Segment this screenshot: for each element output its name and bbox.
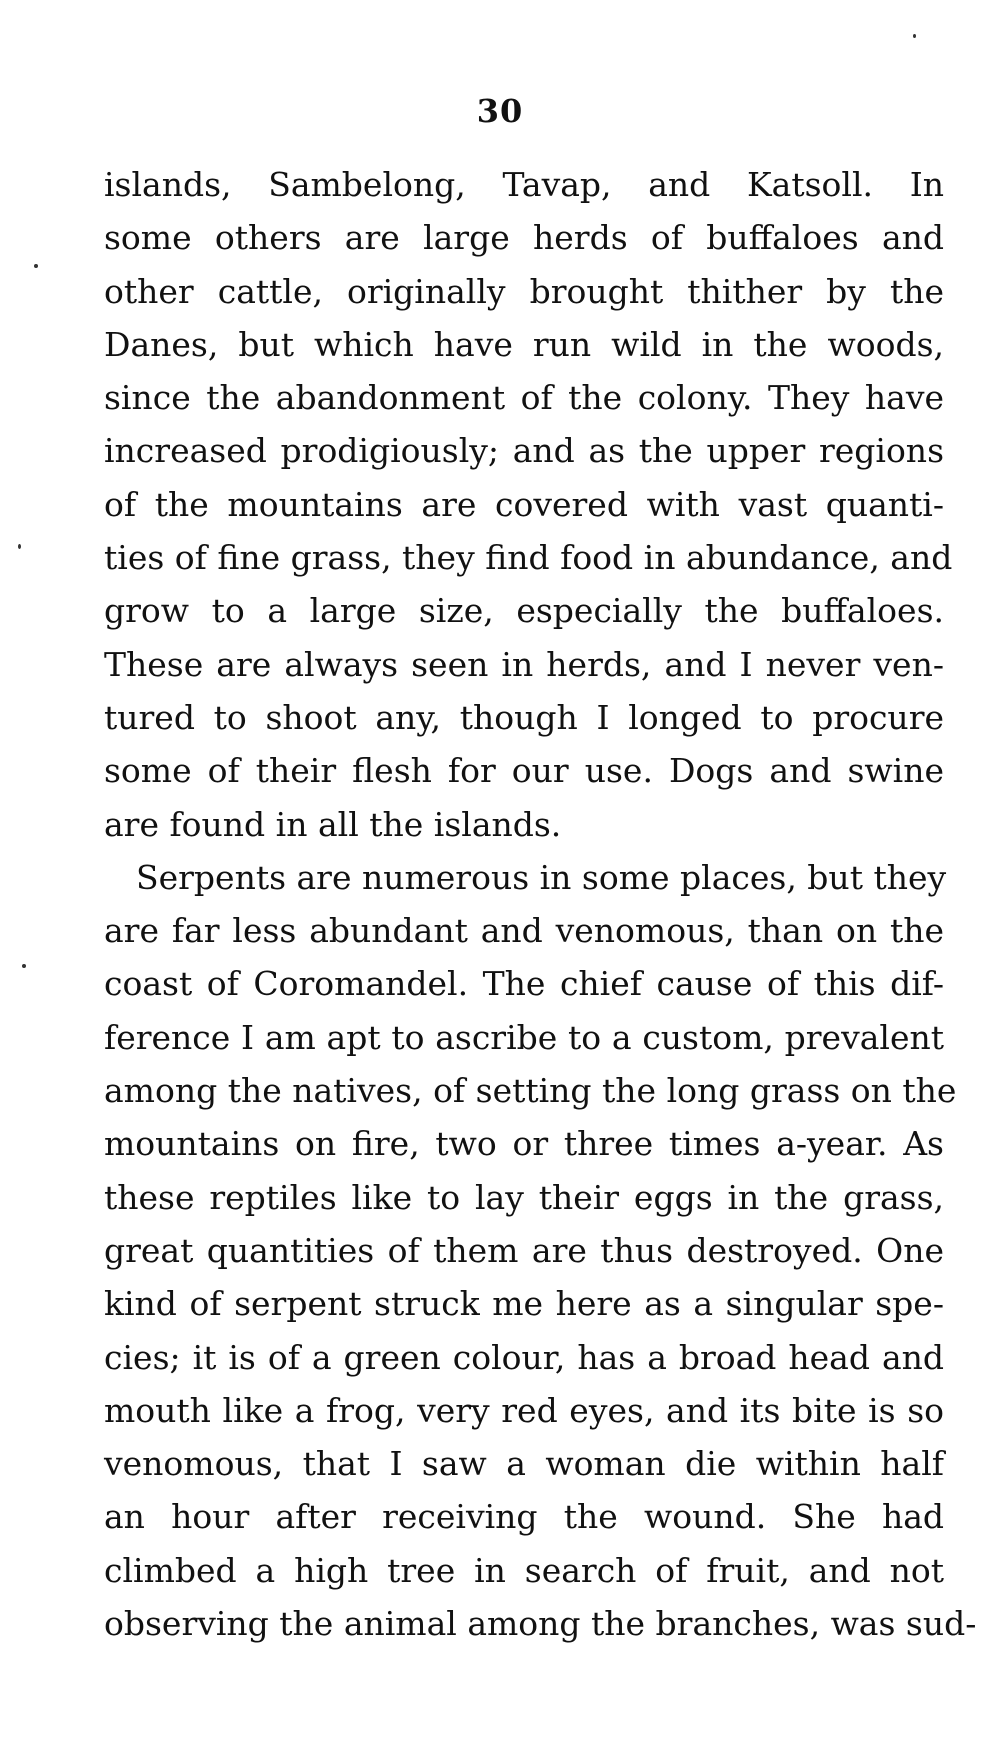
text-line: climbed a high tree in search of fruit, and not (104, 1550, 944, 1590)
text-line: are far less abundant and venomous, than on the (104, 911, 944, 951)
text-line: mountains on fire, two or three times a-year. As (104, 1124, 944, 1164)
text-line: these reptiles like to lay their eggs in the grass, (104, 1177, 944, 1217)
text-line: are found in all the islands. (104, 804, 562, 844)
text-line: other cattle, originally brought thither by the (104, 271, 944, 311)
text-line: coast of Coromandel. The chief cause of this dif- (104, 964, 944, 1004)
scan-speck (913, 34, 916, 38)
text-line: observing the animal among the branches, was sud- (104, 1604, 977, 1644)
text-line: venomous, that I saw a woman die within half (104, 1444, 944, 1484)
text-line: ties of fine grass, they find food in abundance, and (104, 538, 953, 578)
text-line: Serpents are numerous in some places, but they (136, 857, 947, 897)
scan-speck (18, 544, 21, 549)
body-text (104, 158, 977, 1650)
text-line: islands, Sambelong, Tavap, and Katsoll. In (104, 165, 944, 204)
text-line: an hour after receiving the wound. She had (104, 1497, 944, 1537)
page-number: 30 (476, 92, 524, 130)
scan-speck (34, 264, 38, 268)
text-line: since the abandonment of the colony. They have (104, 378, 944, 418)
text-line: kind of serpent struck me here as a singular spe- (104, 1284, 944, 1324)
text-line: tured to shoot any, though I longed to procure (104, 697, 944, 737)
scan-speck (22, 964, 26, 968)
text-line: great quantities of them are thus destroyed. One (104, 1230, 944, 1270)
text-line: These are always seen in herds, and I never ven- (104, 644, 944, 684)
text-line: increased prodigiously; and as the upper regions (104, 431, 944, 471)
text-line: cies; it is of a green colour, has a broad head and (104, 1337, 944, 1377)
text-line: among the natives, of setting the long grass on the (104, 1071, 957, 1111)
text-line: of the mountains are covered with vast quanti- (104, 484, 944, 524)
text-line: ference I am apt to ascribe to a custom, prevalent (104, 1017, 944, 1057)
text-line: mouth like a frog, very red eyes, and its bite is so (104, 1390, 944, 1430)
text-line: some of their flesh for our use. Dogs and swine (104, 751, 944, 791)
text-line: Danes, but which have run wild in the woods, (104, 324, 944, 364)
text-line: grow to a large size, especially the buffaloes. (104, 591, 944, 631)
text-line: some others are large herds of buffaloes and (104, 218, 944, 258)
